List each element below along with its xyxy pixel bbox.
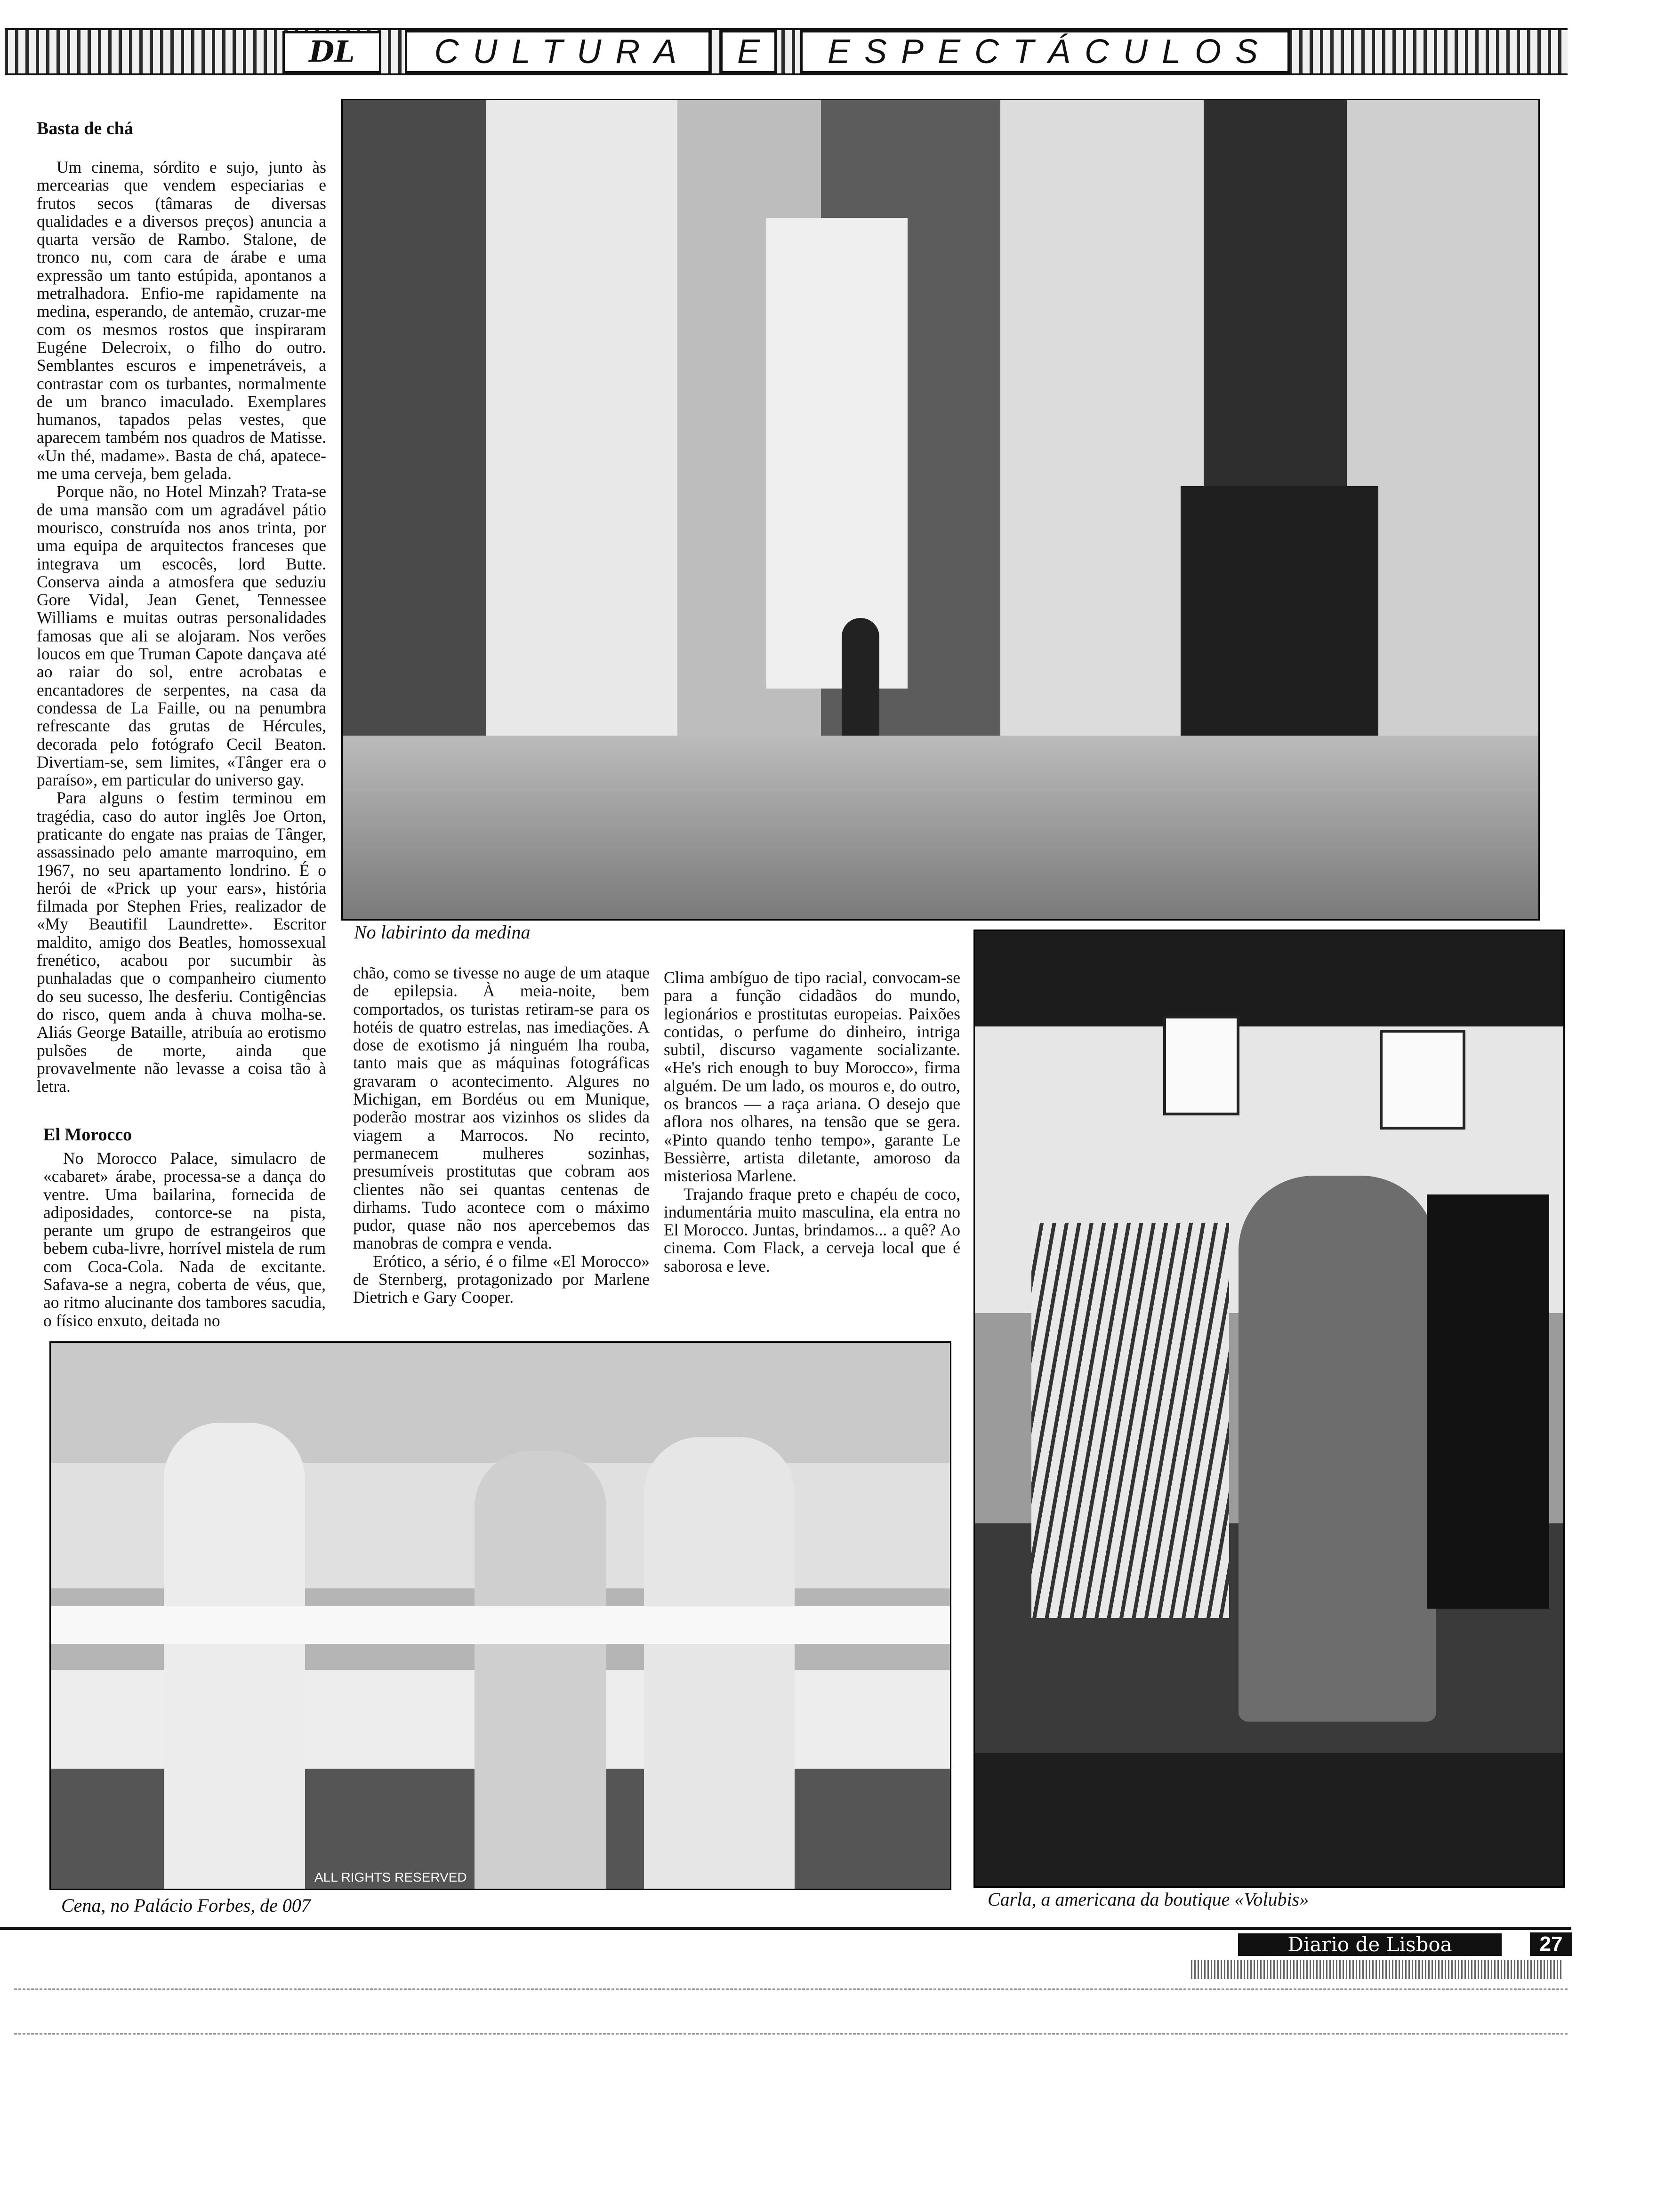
section-header-banner <box>5 28 1568 75</box>
article-column-1-continued <box>43 1124 326 1330</box>
scan-dotted-rule <box>14 2033 1568 2035</box>
paragraph: Para alguns o festim terminou em tragédia, caso do autor inglês Joe Orton, praticante do engate nas praias de Tânger, assassinado pelo amante marroquino, em 1967, no seu apartamento londrino. É o herói de «Prick up your ears», história filmada por Stephen Fries, realizador de «My Beautifil Laundrette». Escritor maldito, amigo dos Beatles, homossexual frenético, acabou por sucumbir às punhaladas que o companheiro ciumento do seu sucesso, lhe desferiu. Contigências do risco, quem anda à chuva molha-se. Aliás George Bataille, atribuía ao erotismo pulsões de morte, ainda que provavelmente não levasse a coisa tão à letra. <box>37 788 326 1096</box>
footer-masthead: Diario de Lisboa <box>1238 1933 1502 1956</box>
section-title-word-cultura: CULTURA <box>405 30 711 73</box>
paragraph: Trajando fraque preto e chapéu de coco, indumentária muito masculina, ela entra no El Morocco. Juntas, brindamos... a quê? Ao cinema. Com Flack, a cerveja local que é saborosa e leve. <box>664 1184 960 1275</box>
paragraph: No Morocco Palace, simulacro de «cabaret» árabe, processa-se a dança do ventre. Uma bailarina, fornecida de adiposidades, contorce-se na pista, perante um grupo de estrangeiros que bebem cuba-livre, horrível mistela de rum com Coca-Cola. Nada de excitante. Safava-se a negra, coberta de véus, que, ao ritmo alucinante dos tambores sacudia, o físico enxuto, deitada no <box>43 1149 326 1330</box>
section-title-word-espectaculos: ESPECTÁCULOS <box>800 30 1290 73</box>
subhead-el-morocco: El Morocco <box>43 1125 132 1145</box>
boutique-photo-caption: Carla, a americana da boutique «Volubis» <box>988 1889 1309 1910</box>
watermark-text: ALL RIGHTS RESERVED <box>314 1870 467 1884</box>
article-column-3 <box>664 969 960 1275</box>
paragraph: Um cinema, sórdito e sujo, junto às mercearias que vendem especiarias e frutos secos (tâmaras de diversas qualidades e a diversos preços) anuncia a quarta versão de Rambo. Stalone, de tronco nu, com cara de árabe e uma expressão um tanto estúpida, apontanos a metralhadora. Enfio-me rapidamente na medina, esperando, de antemão, cruzar-me com os mesmos rostos que inspiraram Eugéne Delecroix, o filho do outro. Semblantes escuros e impenetráveis, a contrastar com os turbantes, normalmente de um branco imaculado. Exemplares humanos, tapados pelas vestes, que aparecem também nos quadros de Matisse. «Un thé, madame». Basta de chá, apatece-me uma cerveja, bem gelada. <box>37 158 326 483</box>
scan-dotted-rule <box>14 1988 1568 1990</box>
footer-rule <box>0 1927 1571 1930</box>
subhead-basta-de-cha: Basta de chá <box>37 119 133 138</box>
article-column-1 <box>37 118 326 1095</box>
newspaper-logo: DL <box>282 31 381 73</box>
paragraph: chão, como se tivesse no auge de um ataque de epilepsia. À meia-noite, bem comportados, os turistas retiram-se para os hotéis de quatro estrelas, nas imediações. A dose de exotismo já ninguém lha rouba, tanto mais que as máquinas fotográficas gravaram o acontecimento. Algures no Michigan, em Bordéus ou em Munique, poderão mostrar aos vizinhos os slides da viagem a Marrocos. No recinto, permanecem mulheres sozinhas, presumíveis prostitutas que cobram aos clientes não sei quantas centenas de dirhams. Tudo acontece com o máximo pudor, quase não nos apercebemos das manobras de compra e venda. <box>353 963 650 1253</box>
paragraph: Porque não, no Hotel Minzah? Trata-se de uma mansão com um agradável pátio mourisco, construída nos anos trinta, por uma equipa de arquitectos franceses que integrava um escocês, lord Butte. Conserva ainda a atmosfera que seduziu Gore Vidal, Jean Genet, Tennessee Williams e muitas outras personalidades famosas que ali se alojaram. Nos verões loucos em que Truman Capote dançava até ao raiar do sol, entre acrobatas e encantadores de serpentes, na casa da condessa de La Faille, ou na penumbra refrescante das grutas de Hércules, decorada pelo fotógrafo Cecil Beaton. Divertiam-se, sem limites, «Tânger era o paraíso», em particular do universo gay. <box>37 482 326 790</box>
film-still-caption: Cena, no Palácio Forbes, de 007 <box>61 1895 311 1916</box>
paragraph: Erótico, a sério, é o filme «El Morocco» de Sternberg, protagonizado por Marlene Dietrich e Gary Cooper. <box>353 1251 650 1307</box>
medina-photo-caption: No labirinto da medina <box>354 922 531 943</box>
section-title-word-e: E <box>720 30 777 73</box>
boutique-photo <box>973 930 1565 1888</box>
scan-artifact <box>1191 1960 1563 1979</box>
page-number: 27 <box>1530 1932 1572 1956</box>
medina-photo <box>341 99 1540 921</box>
film-still-photo <box>49 1341 951 1890</box>
article-column-2 <box>353 964 650 1306</box>
paragraph: Clima ambíguo de tipo racial, convocam-se para a função cidadãos do mundo, legionários e prostitutas europeias. Paixões contidas, o perfume do dinheiro, intriga subtil, discurso vagamente socializante. «He's rich enough to buy Morocco», firma alguém. De um lado, os mouros e, do outro, os brancos — a raça ariana. O desejo que aflora nos olhares, na tensão que se gera. «Pinto quando tenho tempo», garante Le Bessièrre, artista diletante, amoroso da misteriosa Marlene. <box>664 968 960 1186</box>
